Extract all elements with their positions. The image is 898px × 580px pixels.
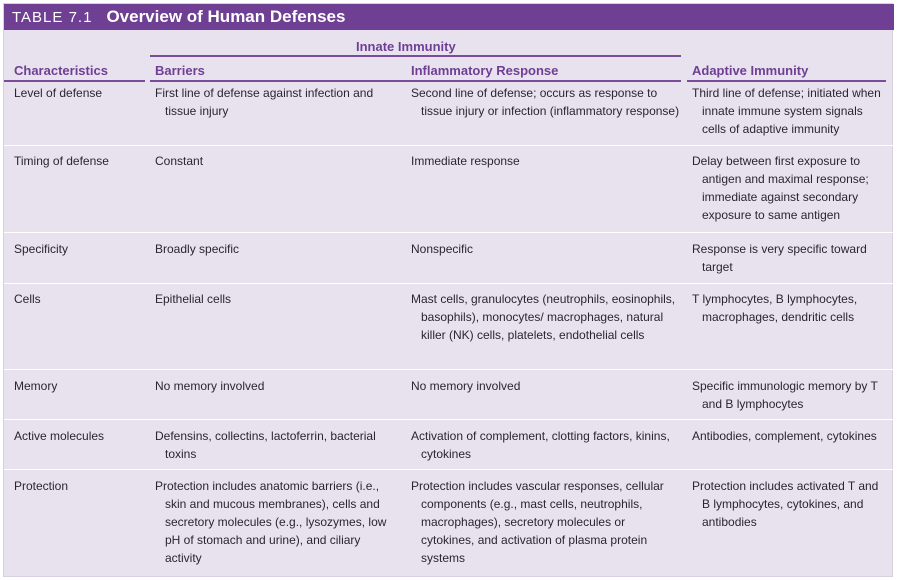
row-specificity-characteristic: Specificity (14, 242, 69, 256)
row-level-barriers: First line of defense against infection and tissue injury (155, 86, 374, 118)
header-rule-innate (150, 80, 681, 82)
row-cells-adaptive: T lymphocytes, B lymphocytes, macrophages, dendritic cells (692, 292, 858, 324)
header-characteristics: Characteristics (14, 63, 108, 78)
table-number: TABLE 7.1 (12, 8, 93, 26)
row-cells-inflammatory: Mast cells, granulocytes (neutrophils, eosinophils, basophils), monocytes/ macrophages, natural killer (NK) cells, platelets, endothelial cells (411, 292, 676, 342)
row-divider (4, 232, 894, 233)
header-barriers: Barriers (155, 63, 205, 78)
row-memory-inflammatory: No memory involved (411, 379, 521, 393)
table-title: Overview of Human Defenses (106, 7, 346, 26)
row-memory-adaptive: Specific immunologic memory by T and B lymphocytes (692, 379, 878, 411)
header-rule-adaptive (687, 80, 886, 82)
row-timing-barriers: Constant (155, 154, 204, 168)
innate-immunity-rule (150, 55, 681, 57)
table-title-bar (4, 4, 894, 30)
row-timing-inflammatory: Immediate response (411, 154, 520, 168)
row-divider (4, 369, 894, 370)
row-protection-adaptive: Protection includes activated T and B lymphocytes, cytokines, and antibodies (692, 479, 879, 529)
row-divider (4, 283, 894, 284)
header-rule-characteristics (4, 80, 145, 82)
row-protection-barriers: Protection includes anatomic barriers (i.e., skin and mucous membranes), cells and secretory molecules (e.g., lysozymes, low pH of stomach and urine), and ciliary activity (155, 479, 387, 565)
row-molecules-characteristic: Active molecules (14, 429, 105, 443)
table-frame (3, 3, 893, 577)
row-timing-characteristic: Timing of defense (14, 154, 109, 168)
row-molecules-adaptive: Antibodies, complement, cytokines (692, 429, 877, 443)
row-cells-barriers: Epithelial cells (155, 292, 232, 306)
innate-immunity-group-label: Innate Immunity (356, 39, 456, 54)
row-level-adaptive: Third line of defense; initiated when innate immune system signals cells of adaptive immunity (692, 86, 881, 136)
row-specificity-adaptive: Response is very specific toward target (692, 242, 867, 274)
row-level-characteristic: Level of defense (14, 86, 103, 100)
row-divider (4, 145, 894, 146)
header-adaptive-immunity: Adaptive Immunity (692, 63, 809, 78)
row-memory-barriers: No memory involved (155, 379, 265, 393)
row-molecules-inflammatory: Activation of complement, clotting factors, kinins, cytokines (411, 429, 670, 461)
row-timing-adaptive: Delay between first exposure to antigen and maximal response; immediate against secondary exposure to same antigen (692, 154, 869, 222)
row-protection-characteristic: Protection (14, 479, 69, 493)
row-divider (4, 419, 894, 420)
row-molecules-barriers: Defensins, collectins, lactoferrin, bacterial toxins (155, 429, 376, 461)
row-cells-characteristic: Cells (14, 292, 41, 306)
row-divider (4, 469, 894, 470)
row-level-inflammatory: Second line of defense; occurs as response to tissue injury or infection (inflammatory response) (411, 86, 680, 118)
header-inflammatory-response: Inflammatory Response (411, 63, 559, 78)
row-specificity-barriers: Broadly specific (155, 242, 240, 256)
row-memory-characteristic: Memory (14, 379, 58, 393)
row-specificity-inflammatory: Nonspecific (411, 242, 474, 256)
row-protection-inflammatory: Protection includes vascular responses, cellular components (e.g., mast cells, neutrophils, macrophages), secretory molecules or cytokines, and activation of plasma protein systems (411, 479, 664, 565)
